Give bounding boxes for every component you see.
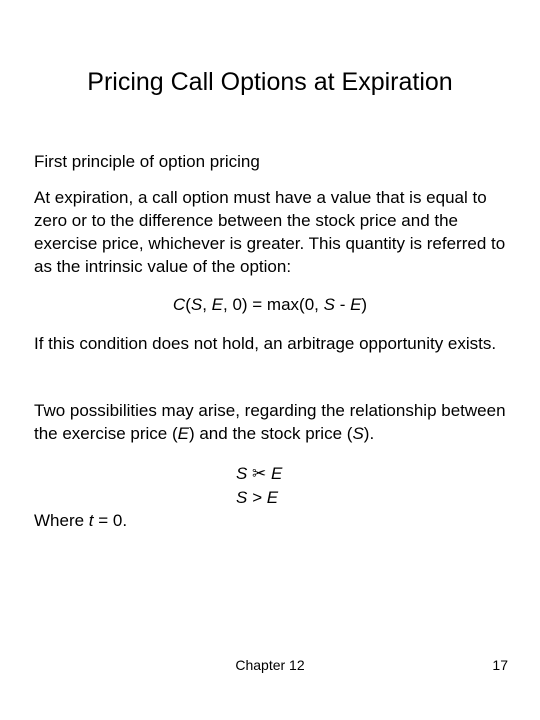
paragraph-arbitrage: If this condition does not hold, an arbitrage opportunity exists.: [34, 334, 497, 353]
condition-1: S ✂ E: [236, 464, 283, 483]
footer-page-number: 17: [492, 657, 508, 673]
intrinsic-value-formula: [0, 293, 540, 316]
formula-s: S: [190, 295, 203, 314]
formula-comma: ,: [202, 295, 212, 314]
para3-mid: ) and the stock price (: [188, 424, 353, 443]
formula-close: ): [361, 295, 368, 314]
formula-c: C: [172, 295, 186, 314]
formula-open: (: [185, 295, 191, 314]
para3-s: S: [352, 424, 364, 443]
footer-chapter: Chapter 12: [235, 657, 305, 673]
paragraph-intrinsic-value: At expiration, a call option must have a value that is equal to zero or to the difference between the stock price and the exercise price, whichever is greater. This quantity is referred to as the intrinsic value of the option:: [34, 188, 506, 276]
formula-s2: S: [323, 295, 335, 314]
section-heading: First principle of option pricing: [34, 152, 260, 171]
formula-e: E: [211, 295, 223, 314]
condition-2: S > E: [236, 488, 279, 507]
where-rest: = 0.: [93, 511, 128, 530]
para3-end: ).: [363, 424, 375, 443]
where-lead: Where: [34, 511, 89, 530]
para3-lead: Two possibilities may arise, regarding the relationship between the exercise price (: [34, 401, 506, 443]
formula-e2: E: [350, 295, 362, 314]
where-t: t: [88, 511, 94, 530]
slide-title: Pricing Call Options at Expiration: [87, 68, 453, 96]
where-clause: [34, 509, 127, 532]
paragraph-possibilities: [34, 399, 512, 445]
formula-minus: -: [334, 295, 351, 314]
formula-rest: , 0) = max(0,: [223, 295, 324, 314]
para3-e: E: [177, 424, 189, 443]
